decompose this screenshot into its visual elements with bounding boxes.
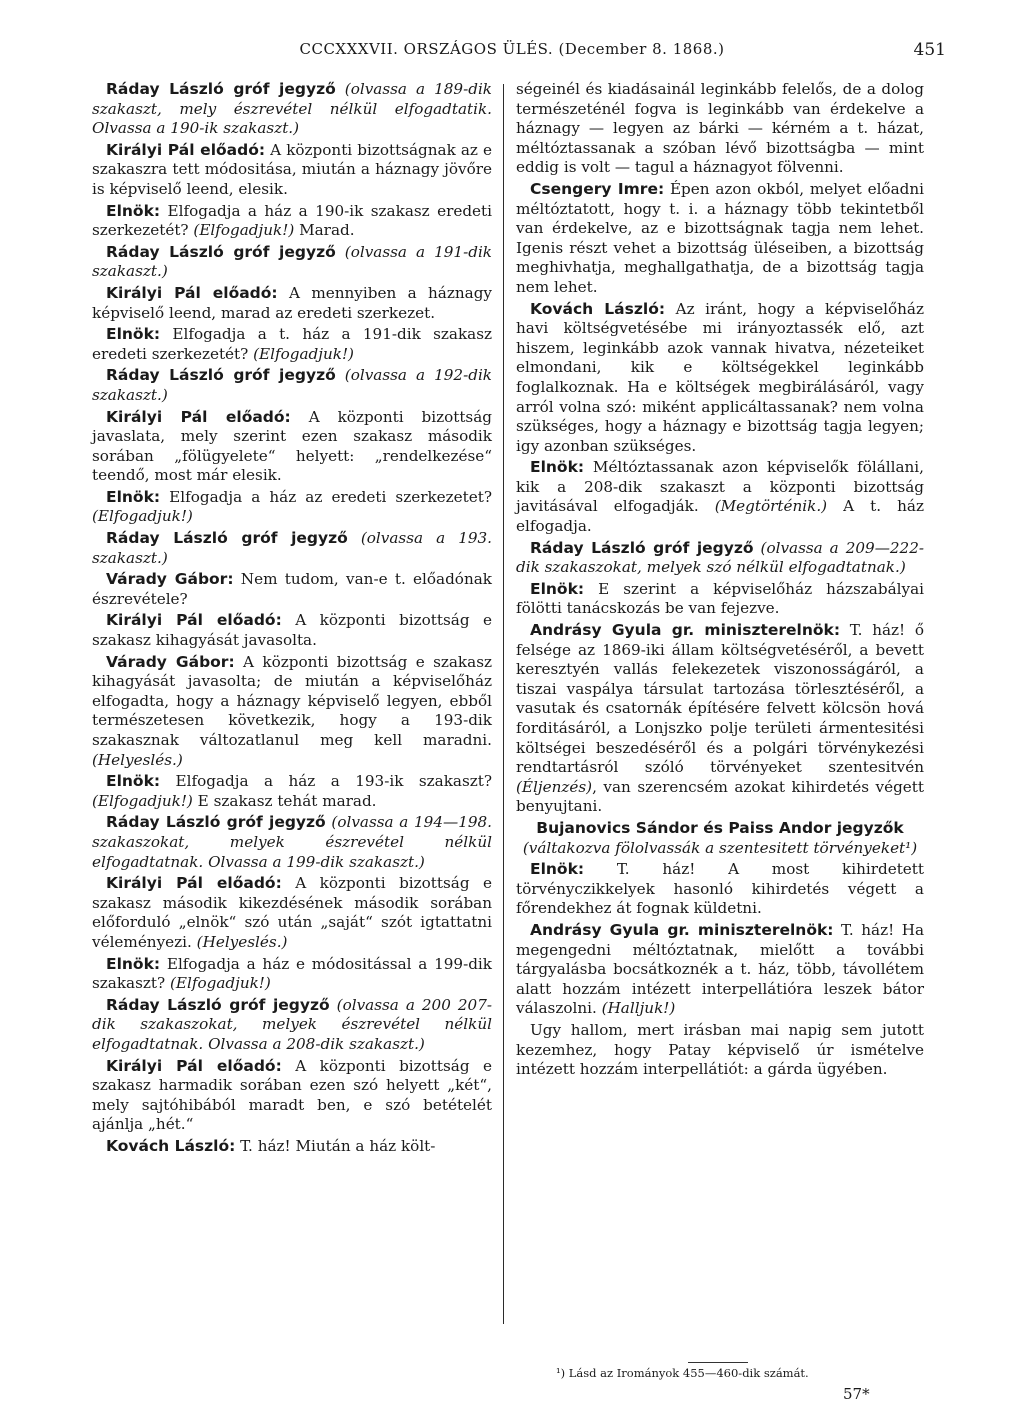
paragraph-text: Elfogadja a ház a 190-ik szakasz eredeti szerkezetét? (92, 201, 492, 240)
paragraph (92, 529, 492, 568)
paragraph (516, 539, 924, 578)
paragraph-text: A központi bizottság e szakasz második kikezdésének második sorában előforduló „elnök“ szó után „saját“ szót igtattatni véleményezi. (92, 874, 493, 951)
page-number: 451 (913, 40, 946, 60)
paragraph-text: A mennyiben a háznagy képviselő leend, marad az eredeti szerkezet. (92, 283, 492, 322)
right-column (516, 80, 924, 1082)
italic-note: (Megtörténik.) (714, 497, 828, 516)
footnote-rule (688, 1362, 748, 1363)
column-divider (503, 84, 504, 1324)
paragraph-text: Elfogadja a ház az eredeti szerkezetet? (160, 487, 492, 506)
paragraph-text: Ugy hallom, mert irásban mai napig sem jutott kezemhez, hogy Patay képviselő úr ismételve intézett hozzám interpellátiót: a gárda ügyében. (516, 1020, 924, 1079)
speaker-name: Bujanovics Sándor és Paiss Andor jegyzők (536, 818, 904, 837)
page-header (0, 40, 1024, 68)
paragraph (92, 80, 492, 139)
paragraph (516, 819, 924, 858)
speaker-name: Elnök: (530, 579, 585, 598)
speaker-name: Elnök: (530, 860, 585, 879)
italic-note: (olvassa a 209—222-dik szakaszokat, melyek szó nélkül elfogadtatnak.) (516, 538, 924, 577)
paragraph (92, 1057, 492, 1135)
speaker-name: Kovách László: (106, 1136, 236, 1155)
paragraph-text: A központi bizottságnak az e szakaszra tett módositása, miután a háznagy jövőre is képviselő leend, elesik. (92, 140, 492, 198)
footnote: ¹) Lásd az Irományok 455—460-dik számát. (556, 1366, 809, 1380)
running-title: CCCXXXVII. ORSZÁGOS ÜLÉS. (December 8. 1868.) (299, 40, 725, 58)
speaker-name: Ráday László gróf jegyző (106, 242, 336, 261)
paragraph (92, 653, 492, 771)
italic-note: (olvassa a 200 207-dik szakaszokat, melyek észrevétel nélkül elfogadtatnak. Olvassa a 208-dik szakaszt.) (92, 995, 492, 1053)
italic-note: (olvassa a 189-dik szakaszt, mely észrevétel nélkül elfogadtatik. Olvassa a 190-ik szakaszt.) (92, 80, 492, 138)
speaker-name: Ráday László gróf jegyző (106, 995, 330, 1014)
italic-note: (váltakozva fölolvassák a szentesitett törvényeket¹) (522, 838, 918, 857)
paragraph (92, 813, 492, 872)
paragraph-text: A központi bizottság javaslata, mely szerint ezen szakasz második sorában „fölügyelete“ helyett: „rendelkezése“ teendő, most már elesik. (92, 407, 492, 485)
paragraph (516, 300, 924, 457)
paragraph-text: Elfogadja a ház a 193-ik szakaszt? (160, 772, 492, 791)
speaker-name: Elnök: (106, 201, 161, 220)
paragraph (92, 202, 492, 241)
paragraph (92, 366, 492, 405)
speaker-name: Csengery Imre: (530, 179, 665, 198)
paragraph (92, 996, 492, 1055)
paragraph-text: E szakasz tehát marad. (192, 791, 377, 810)
paragraph-text: A központi bizottság e szakasz kihagyását javasolta; de miután a képviselőház elfogadta, hogy a háznagy képviselő legyen, ebből természetesen következik, hogy a 193-dik szakasznak változatlanul meg kell maradni. (92, 652, 492, 749)
speaker-name: Elnök: (106, 954, 161, 973)
paragraph (92, 874, 492, 952)
paragraph-text: Elfogadja a t. ház a 191-dik szakasz eredeti szerkezetét? (92, 325, 492, 363)
speaker-name: Királyi Pál előadó: (106, 1056, 282, 1075)
paragraph-text: A központi bizottság e szakasz kihagyását javasolta. (92, 611, 493, 650)
paragraph (92, 570, 492, 609)
italic-note: (Elfogadjuk!) (92, 507, 193, 526)
paragraph-text (336, 80, 345, 98)
paragraph-text: Nem tudom, van-e t. előadónak észrevétele? (92, 570, 492, 608)
italic-note: (Elfogadjuk!) (193, 221, 295, 240)
paragraph-text: T. ház! Miután a ház költ- (235, 1136, 436, 1155)
paragraph (92, 325, 492, 364)
paragraph-text: , van szerencsém azokat kihirdetés végett benyujtani. (516, 777, 924, 816)
speaker-name: Királyi Pál előadó: (106, 874, 282, 893)
paragraph (516, 1021, 924, 1080)
paragraph (92, 1137, 492, 1157)
paragraph-text (336, 243, 345, 261)
italic-note: (olvassa a 191-dik szakaszt.) (92, 242, 492, 281)
paragraph (516, 458, 924, 536)
paragraph-text: T. ház! A most kihirdetett törvényczikkelyek hasonló kihirdetés végett a főrendekhez át fognak küldetni. (516, 860, 924, 918)
paragraph (516, 180, 924, 298)
paragraph-text: A t. ház elfogadja. (516, 497, 924, 536)
paragraph-text: Méltóztassanak azon képviselők fölállani, kik a 208-dik szakaszt a központi bizottság javitásával elfogadják. (516, 458, 924, 516)
speaker-name: Ráday László gróf jegyző (106, 529, 348, 548)
paragraph-text: Elfogadja a ház e módositással a 199-dik szakaszt? (92, 954, 492, 993)
paragraph-text (348, 529, 361, 547)
italic-note: (Elfogadjuk!) (169, 974, 271, 993)
speaker-name: Királyi Pál előadó: (106, 407, 291, 426)
paragraph-text: Marad. (294, 221, 355, 240)
italic-note: (olvassa a 194—198. szakaszokat, melyek észrevétel nélkül elfogadtatnak. Olvassa a 199-dik szakaszt.) (92, 813, 493, 871)
paragraph-text: A központi bizottság e szakasz harmadik sorában ezen szó helyett „két“, mely sajtóhibából maradt ben, e szó betételét ajánlja „hét.“ (92, 1056, 493, 1134)
italic-note: (Éljenzés) (516, 777, 593, 796)
paragraph-text (336, 366, 345, 384)
speaker-name: Várady Gábor: (106, 652, 235, 671)
paragraph (92, 772, 492, 811)
paragraph (516, 621, 924, 817)
paragraph-text (754, 539, 761, 557)
italic-note: (olvassa a 192-dik szakaszt.) (92, 366, 492, 404)
paragraph (92, 611, 492, 650)
paragraph (92, 243, 492, 282)
italic-note: (olvassa a 193. szakaszt.) (92, 529, 493, 567)
speaker-name: Királyi Pál előadó: (106, 140, 266, 159)
speaker-name: Ráday László gróf jegyző (106, 80, 336, 98)
paragraph (92, 408, 492, 486)
speaker-name: Elnök: (106, 772, 161, 791)
italic-note: (Elfogadjuk!) (253, 344, 354, 363)
speaker-name: Királyi Pál előadó: (106, 611, 282, 630)
paragraph (92, 488, 492, 527)
speaker-name: Elnök: (106, 325, 161, 344)
italic-note: (Halljuk!) (601, 999, 676, 1018)
sheet-signature: 57* (843, 1385, 870, 1403)
paragraph (92, 284, 492, 323)
paragraph (516, 580, 924, 619)
speaker-name: Kovách László: (530, 299, 666, 318)
italic-note: (Helyeslés.) (196, 932, 288, 951)
paragraph (92, 955, 492, 994)
paragraph-text: Az iránt, hogy a képviselőház havi költségvetésébe mi irányoztassék elő, azt hiszem, leginkább azok vannak hivatva, nézeteiket elmondani, kik e költségekkel leginkább foglalkoznak. Ha e költségek megbirálásáról, vagy arról volna szó: miként applicáltassanak? nem volna szükséges, hogy a háznagy e bizottság tagja legyen; igy azonban szükséges. (516, 299, 924, 455)
speaker-name: Ráday László gróf jegyző (530, 538, 754, 557)
speaker-name: Elnök: (530, 458, 585, 477)
speaker-name: Andrásy Gyula gr. miniszterelnök: (530, 920, 834, 939)
speaker-name: Ráday László gróf jegyző (106, 366, 336, 385)
left-column (92, 80, 492, 1158)
paragraph-text: T. ház! Ha megengedni méltóztatnak, mielőtt a további tárgyalásba bocsátkoznék a t. ház, több, távollétem alatt hozzám intézett interpellátióra leszek bátor válaszolni. (516, 920, 924, 1018)
paragraph-text (330, 996, 337, 1014)
speaker-name: Elnök: (106, 487, 161, 506)
speaker-name: Várady Gábor: (106, 570, 234, 589)
paragraph-text: T. ház! ő felsége az 1869-iki állam költségvetéséről, a bevett keresztyén vallás felekezetek viszonosságáról, a tiszai vaspálya társulat tartozása törlesztéséről, a vasutak és csatornák építésére felvett kölcsön hová forditásáról, a Lonjszko polje területi ármentesitési költségei beszedéséről és a polgári törvénykezési rendtartásról szóló törvényeket szentesitvén (516, 621, 924, 777)
paragraph-text: E szerint a képviselőház házszabályai fölötti tanácskozás be van fejezve. (516, 579, 924, 618)
paragraph-text: Épen azon okból, melyet előadni méltóztatott, hogy t. i. a háznagy több tekintetből van érdekelve, az e bizottságnak tagja nem lehet. Igenis részt vehet a bizottság üléseiben, a bizottság meghivhatja, meghallgathatja, de a bizottság tagja nem lehet. (516, 179, 924, 296)
paragraph-text: ségeinél és kiadásainál leginkább felelős, de a dolog természeténél fogva is leginkább van érdekelve a háznagy — legyen az bárki — kérném a t. házat, méltóztassanak a szóban lévő bizottságba — mint eddig is volt — tagul a háznagyot fölvenni. (516, 80, 924, 177)
speaker-name: Királyi Pál előadó: (106, 283, 278, 302)
paragraph (516, 921, 924, 1019)
paragraph (516, 80, 924, 178)
speaker-name: Andrásy Gyula gr. miniszterelnök: (530, 621, 841, 640)
italic-note: (Elfogadjuk!) (92, 791, 193, 810)
speaker-name: Ráday László gróf jegyző (106, 813, 326, 832)
italic-note: (Helyeslés.) (92, 750, 183, 769)
paragraph (92, 141, 492, 200)
paragraph (516, 860, 924, 919)
